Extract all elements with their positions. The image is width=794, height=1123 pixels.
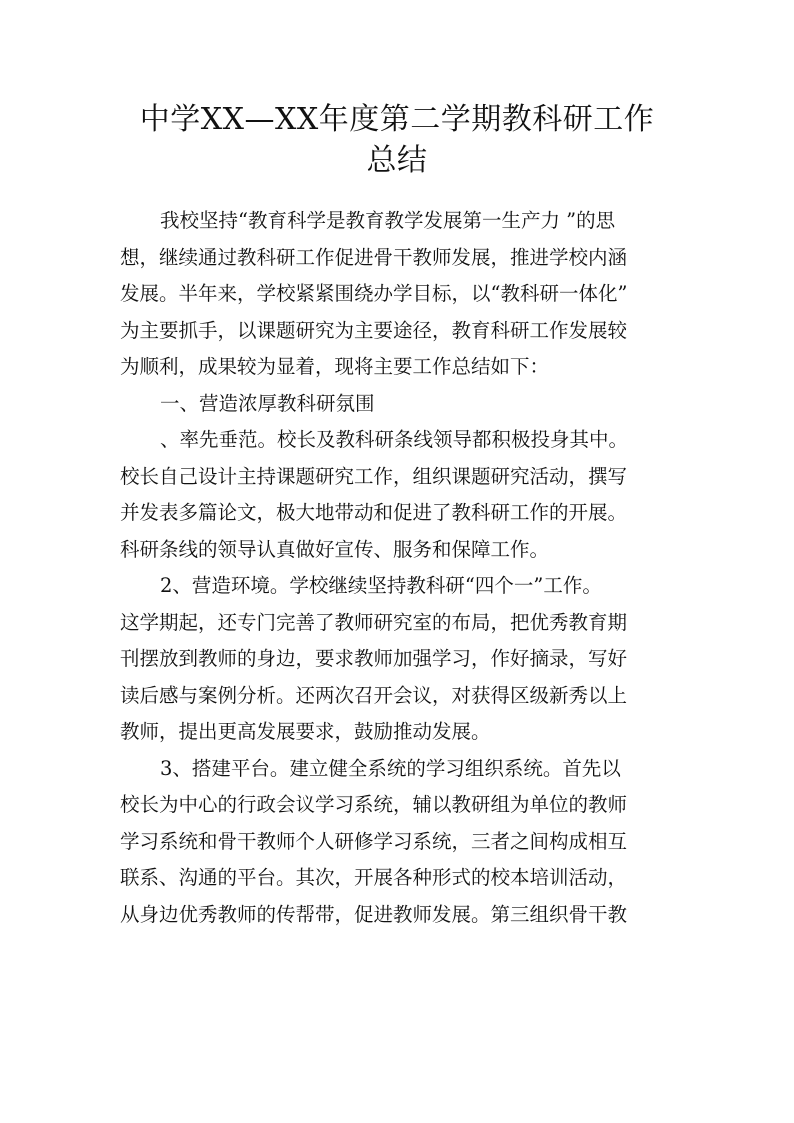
body-line: 3、搭建平台。建立健全系统的学习组织系统。首先以 [160, 756, 621, 780]
body-line: 校长为中心的行政会议学习系统，辅以教研组为单位的教师 [120, 793, 628, 816]
document-title-line-2: 总结 [366, 143, 428, 178]
body-line: 刊摆放到教师的身边，要求教师加强学习，作好摘录，写好 [120, 647, 628, 670]
body-line: 读后感与案例分析。还两次召开会议，对获得区级新秀以上 [120, 683, 628, 707]
body-line: 2、营造环境。学校继续坚持教科研“四个一”工作。 [160, 574, 602, 597]
body-line: 发展。半年来，学校紧紧围绕办学目标，以“教科研一体化” [120, 282, 628, 305]
body-line: 我校坚持“教育科学是教育教学发展第一生产力 ”的思 [160, 209, 616, 232]
body-line: 这学期起，还专门完善了教师研究室的布局，把优秀教育期 [120, 610, 628, 634]
body-line: 从身边优秀教师的传帮带，促进教师发展。第三组织骨干教 [120, 902, 628, 926]
body-line: 、率先垂范。校长及教科研条线领导都积极投身其中。 [160, 428, 629, 451]
body-line: 学习系统和骨干教师个人研修学习系统，三者之间构成相互 [120, 829, 628, 853]
body-line: 想，继续通过教科研工作促进骨干教师发展，推进学校内涵 [120, 245, 628, 269]
body-line: 联系、沟通的平台。其次，开展各种形式的校本培训活动， [120, 866, 628, 889]
body-line: 教师，提出更高发展要求，鼓励推动发展。 [120, 720, 491, 743]
body-line: 为主要抓手，以课题研究为主要途径，教育科研工作发展较 [120, 318, 628, 342]
document-title-line-1: 中学XX—XX年度第二学期教科研工作 [139, 102, 655, 137]
body-line: 并发表多篇论文，极大地带动和促进了教科研工作的开展。 [120, 501, 628, 524]
body-line: 为顺利，成果较为显着，现将主要工作总结如下： [120, 355, 550, 378]
body-line: 科研条线的领导认真做好宣传、服务和保障工作。 [120, 537, 550, 561]
document-body [120, 203, 680, 933]
section-heading: 一、营造浓厚教科研氛围 [160, 391, 375, 415]
body-line: 校长自己设计主持课题研究工作，组织课题研究活动，撰写 [120, 464, 628, 488]
